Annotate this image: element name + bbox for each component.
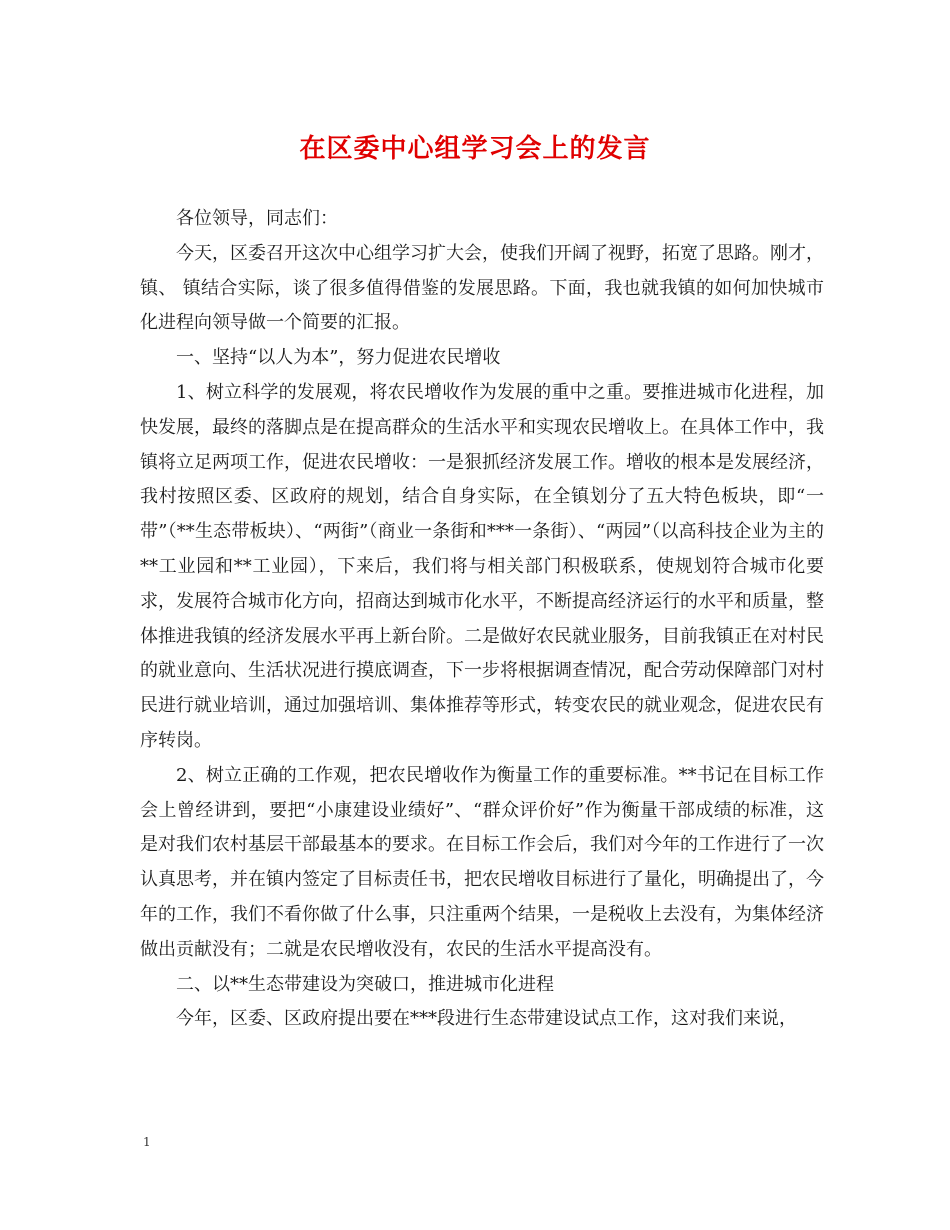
document-title: 在区委中心组学习会上的发言 xyxy=(299,134,651,164)
paragraph-intro: 今天，区委召开这次中心组学习扩大会，使我们开阔了视野，拓宽了思路。刚才， 镇、 镇结合实际，谈了很多值得借鉴的发展思路。下面，我也就我镇的如何加快城市化进程向领导做一个简要的汇报。 xyxy=(140,242,824,334)
paragraph-item-2: 2、树立正确的工作观，把农民增收作为衡量工作的重要标准。**书记在目标工作会上曾经讲到，要把“小康建设业绩好”、“群众评价好”作为衡量干部成绩的标准，这是对我们农村基层干部最基本的要求。在目标工作会后，我们对今年的工作进行了一次认真思考，并在镇内签定了目标责任书，把农民增收目标进行了量化，明确提出了，今年的工作，我们不看你做了什么事，只注重两个结果，一是税收上去没有，为集体经济做出贡献没有；二就是农民增收没有，农民的生活水平提高没有。 xyxy=(140,764,824,960)
page-number: 1 xyxy=(143,1135,151,1149)
paragraph-section-2-start: 今年，区委、区政府提出要在***段进行生态带建设试点工作，这对我们来说， xyxy=(176,1008,797,1030)
section-heading-1: 一、坚持“以人为本”，努力促进农民增收 xyxy=(176,347,501,369)
paragraph-item-1: 1、树立科学的发展观，将农民增收作为发展的重中之重。要推进城市化进程，加快发展，最终的落脚点是在提高群众的生活水平和实现农民增收上。在具体工作中，我镇将立足两项工作，促进农民增收：一是狠抓经济发展工作。增收的根本是发展经济，我村按照区委、区政府的规划，结合自身实际，在全镇划分了五大特色板块，即“一带”（**生态带板块）、“两街”（商业一条街和***一条街）、“两园”（以高科技企业为主的**工业园和**工业园），下来后，我们将与相关部门积极联系，使规划符合城市化要求，发展符合城市化方向，招商达到城市化水平，不断提高经济运行的水平和质量，整体推进我镇的经济发展水平再上新台阶。二是做好农民就业服务，目前我镇正在对村民的就业意向、生活状况进行摸底调查，下一步将根据调查情况，配合劳动保障部门对村民进行就业培训，通过加强培训、集体推荐等形式，转变农民的就业观念，促进农民有序转岗。 xyxy=(140,381,824,751)
paragraph-greeting: 各位领导，同志们： xyxy=(176,208,338,229)
section-heading-2: 二、以**生态带建设为突破口，推进城市化进程 xyxy=(176,973,554,995)
document-body xyxy=(140,202,824,1037)
